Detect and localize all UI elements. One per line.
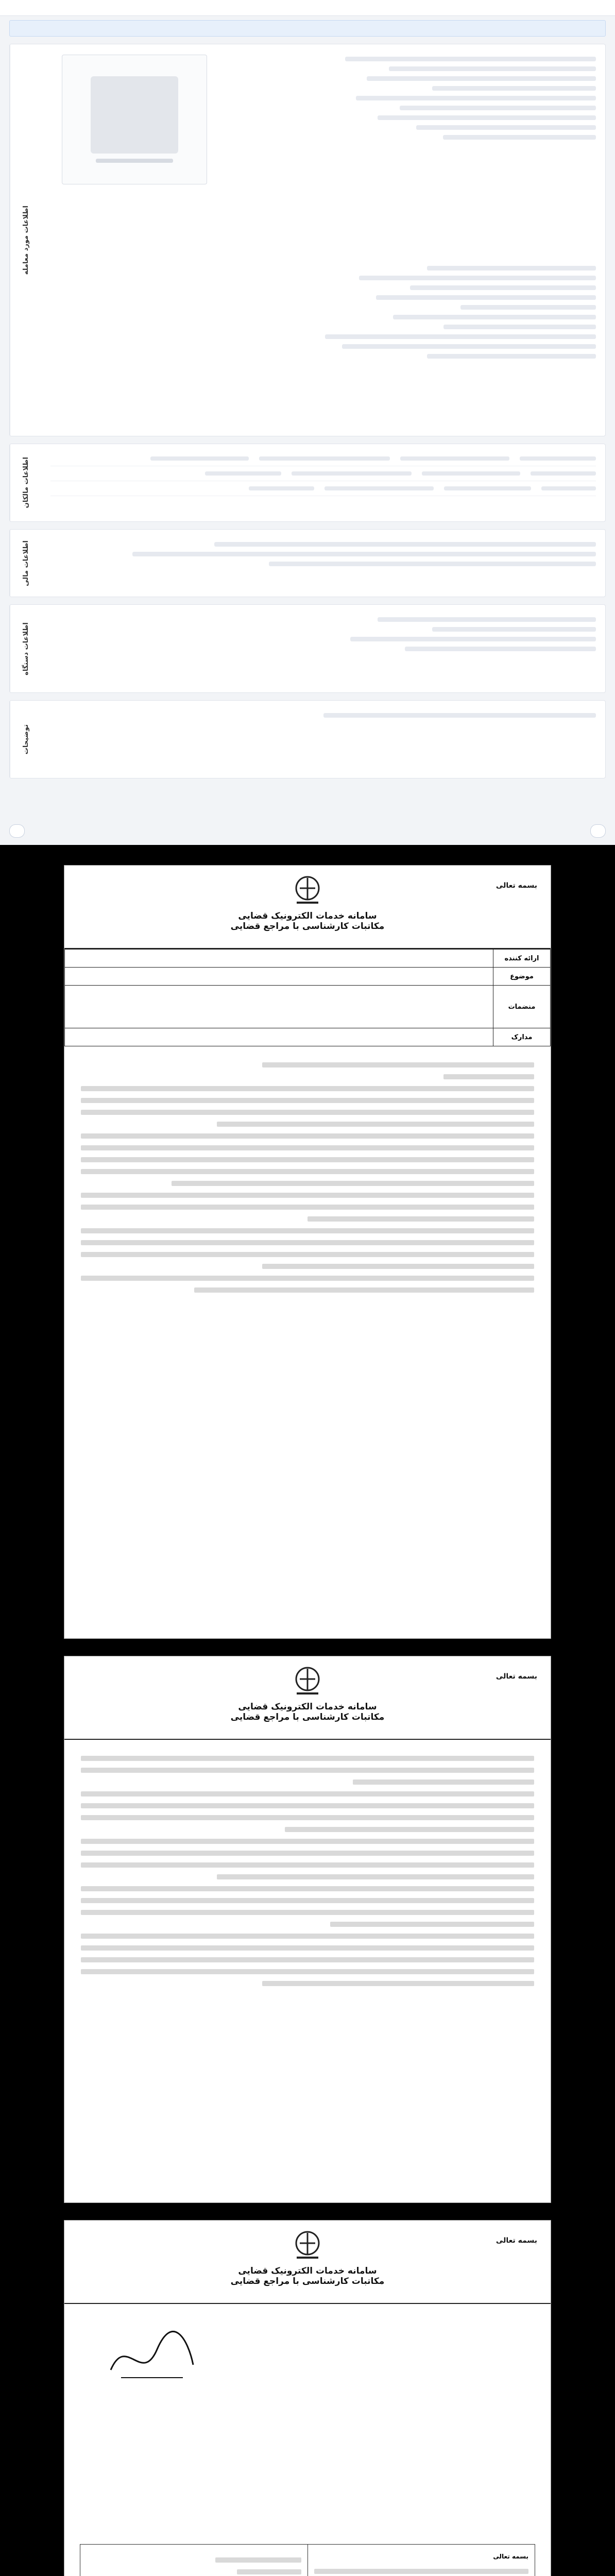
report-page-3	[64, 2221, 551, 2576]
section-transaction	[9, 44, 606, 436]
section-financial-label: اطلاعات مالی	[10, 530, 41, 597]
signature-block	[85, 2329, 203, 2427]
section-owners	[9, 444, 606, 522]
portal-topbar	[0, 0, 615, 16]
meta-table: ارائه کننده موضوع منضمات مدارک	[64, 949, 551, 1046]
owners-table	[41, 444, 605, 521]
system-subtitle: مکاتبات کارشناسی با مراجع قضایی	[230, 1712, 385, 1722]
receipt-left	[80, 2545, 308, 2576]
thumbnail-caption	[96, 159, 173, 163]
system-title: سامانه خدمات الکترونیک قضایی	[238, 911, 377, 921]
section-financial	[9, 529, 606, 597]
footer-left-button[interactable]	[9, 824, 25, 838]
system-title: سامانه خدمات الکترونیک قضایی	[238, 2266, 377, 2276]
receipt-title: بسمه تعالی	[493, 2553, 528, 2560]
footer-right-button[interactable]	[590, 824, 606, 838]
receipt-box	[80, 2544, 535, 2576]
section-notes-label: توضیحات	[10, 701, 41, 778]
report-page-2	[64, 1656, 551, 2202]
bismillah-heading: بسمه تعالی	[496, 1672, 537, 1681]
image-placeholder-icon	[91, 76, 178, 154]
judiciary-emblem-icon	[289, 873, 326, 909]
report-body-2	[64, 1740, 551, 2002]
report-page-1	[64, 866, 551, 1638]
portal-footer	[9, 822, 606, 840]
bismillah-heading: بسمه تعالی	[496, 2236, 537, 2245]
page-header	[64, 866, 551, 949]
section-transaction-body	[41, 44, 605, 436]
judiciary-emblem-icon	[289, 2228, 326, 2264]
bismillah-heading: بسمه تعالی	[496, 882, 537, 890]
system-subtitle: مکاتبات کارشناسی با مراجع قضایی	[230, 2276, 385, 2286]
receipt-right	[308, 2545, 535, 2576]
judiciary-emblem-icon	[289, 1664, 326, 1700]
header-right	[496, 879, 537, 892]
portal-view	[0, 0, 615, 845]
section-transaction-label: اطلاعات مورد معامله	[10, 44, 41, 436]
section-agency-label: اطلاعات دستگاه	[10, 605, 41, 692]
document-thumbnail[interactable]	[62, 55, 207, 184]
section-notes	[9, 700, 606, 778]
signature-icon	[100, 2329, 203, 2391]
system-title: سامانه خدمات الکترونیک قضایی	[238, 1702, 377, 1712]
section-owners-label: اطلاعات مالکان	[10, 444, 41, 521]
section-agency	[9, 604, 606, 693]
system-subtitle: مکاتبات کارشناسی با مراجع قضایی	[230, 921, 385, 931]
report-body-1	[64, 1046, 551, 1309]
header-center	[220, 873, 395, 931]
notice-banner	[9, 20, 606, 37]
